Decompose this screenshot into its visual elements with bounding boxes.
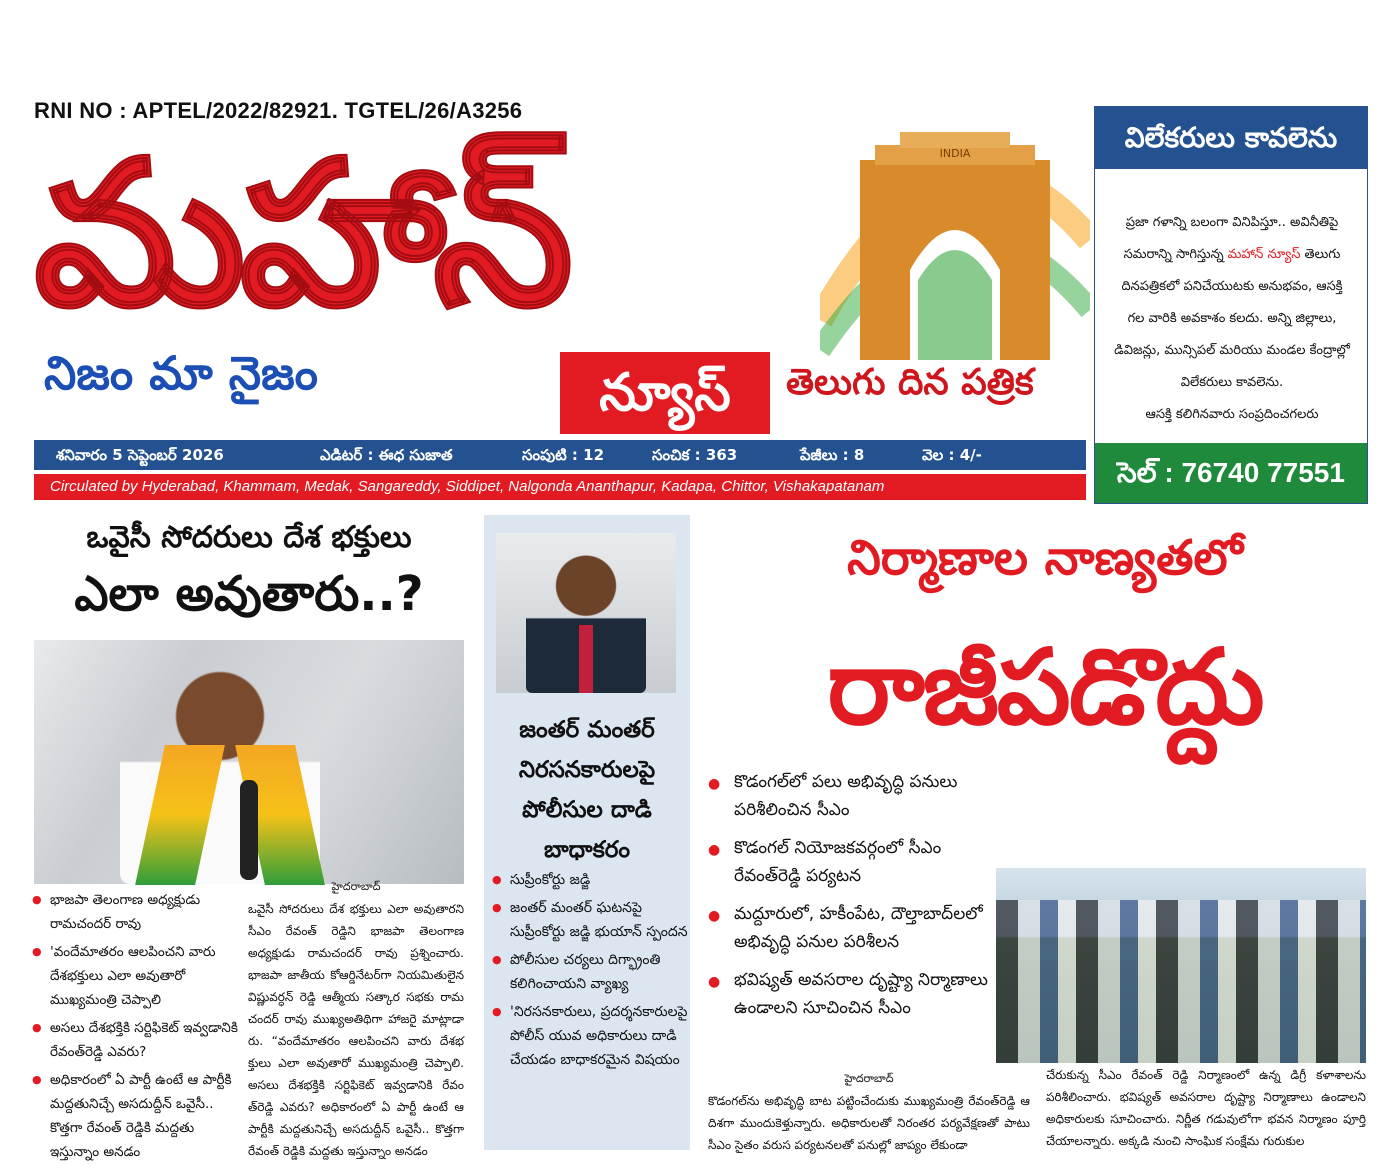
- left-headline-kicker: ఒవైసీ సోదరులు దేశ భక్తులు: [86, 520, 412, 555]
- list-item: ● భవిష్యత్ అవసరాల దృష్ట్యా నిర్మాణాలు ఉండాలని సూచించిన సీఎం: [708, 966, 1008, 1022]
- price: వెల : 4/-: [922, 446, 982, 464]
- list-item: ● అసలు దేశభక్తికి సర్టిఫికెట్ ఇవ్వడానికి రేవంత్‌రెడ్డి ఎవరు?: [32, 1016, 238, 1064]
- reporters-wanted-box: [1094, 106, 1368, 504]
- tagline: నిజం మా నైజం: [44, 346, 318, 400]
- middle-headline: జంతర్ మంతర్ నిరసనకారులపై పోలీసుల దాడి బాధాకరం: [518, 717, 656, 863]
- contact-cell-number: సెల్ : 76740 77551: [1095, 443, 1367, 503]
- left-story-bullets: [32, 888, 238, 1168]
- list-item: ● భాజపా తెలంగాణ అధ్యక్షుడు రామచందర్ రావు: [32, 888, 238, 936]
- list-item: ● కొడంగల్ నియోజకవర్గంలో సీఎం రేవంత్‌రెడ్డి పర్యటన: [708, 834, 1008, 890]
- list-item: ● కొడంగల్‌లో పలు అభివృద్ధి పనులు పరిశీలించిన సీఎం: [708, 768, 1008, 824]
- reporters-wanted-text: ప్రజా గళాన్ని బలంగా వినిపిస్తూ.. అవినీతిపై సమరాన్ని సాగిస్తున్న మహాన్ న్యూస్ తెలుగు దినపత్రికలో పనిచేయుటకు అనుభవం, ఆసక్తి గల వారికి అవకాశం కలదు. అన్ని జిల్లాలు, డివిజన్లు, మున్సిపల్ మరియు మండల కేంద్రాల్లో విలేకరులు కావలెను. ఆసక్తి కలిగినవారు సంప్రదించగలరు: [1114, 215, 1350, 422]
- editor-name: ఎడిటర్ : ఈధ సుజాత: [320, 446, 453, 464]
- right-story-body-left: హైదరాబాద్ కొడంగల్‌ను అభివృద్ధి బాట పట్టించేందుకు ముఖ్యమంత్రి రేవంత్‌రెడ్డి ఆ దిశగా ముందుకెళ్తున్నారు. అధికారులతో నిరంతర పర్యవేక్షణతో పాటు సీఎం సైతం వరుస పర్యటనలతో పనుల్లో జాప్యం లేకుండా: [708, 1068, 1030, 1156]
- right-story-body-right: చేరుకున్న సీఎం రేవంత్ రెడ్డి నిర్మాణంలో ఉన్న డిగ్రీ కళాశాలను పరిశీలించారు. భవిష్యత్ అవసరాల దృష్ట్యా నిర్మాణాలు ఉండాలని అధికారులకు సూచించారు. నిర్ణీత గడువులోగా భవన నిర్మాణం పూర్తి చేయాలన్నారు. అక్కడి నుంచి సాంఘిక సంక్షేమ గురుకుల: [1046, 1068, 1366, 1148]
- gate-label: INDIA: [939, 147, 971, 160]
- list-item: ● మద్దూరులో, హకీంపేట, దౌల్తాబాద్‌లలో అభివృద్ధి పనుల పరిశీలన: [708, 900, 1008, 956]
- reporters-wanted-heading: విలేకరులు కావలెను: [1095, 107, 1367, 169]
- page-count: పేజీలు : 8: [800, 446, 865, 464]
- list-item: ● సుప్రీంకోర్టు జడ్జి: [492, 868, 688, 892]
- left-dateline: హైదరాబాద్: [331, 880, 381, 893]
- middle-story-bullets: [492, 868, 688, 1076]
- right-dateline: హైదరాబాద్: [844, 1072, 894, 1085]
- tie-shape: [579, 625, 593, 693]
- issue-info-bar: [34, 440, 1086, 470]
- left-headline: ఎలా అవుతారు..?: [74, 566, 424, 622]
- newspaper-title: మహాన్: [34, 120, 568, 350]
- right-headline-kicker: నిర్మాణాల నాణ్యతలో: [847, 530, 1243, 586]
- volume-number: సంపుటి : 12: [522, 446, 605, 464]
- list-item: ● 'నిరసనకారులు, ప్రదర్శనకారులపై పోలీస్ యువ అధికారులు దాడి చేయడం బాధాకరమైన విషయం: [492, 1000, 688, 1072]
- list-item: ● పోలీసుల చర్యలు దిగ్భ్రాంతి కలిగించాయని వ్యాఖ్య: [492, 948, 688, 996]
- right-story-bullets: [708, 768, 1008, 1032]
- right-headline: రాజీపడొద్దు: [827, 626, 1263, 748]
- issue-number: సంచిక : 363: [652, 446, 738, 464]
- india-gate-illustration: [820, 120, 1090, 360]
- circulation-bar: Circulated by Hyderabad, Khammam, Medak, Sangareddy, Siddipet, Nalgonda Ananthapur, Kadapa, Chittor, Vishakapatanam: [34, 474, 1086, 500]
- list-item: ● అధికారంలో ఏ పార్టీ ఉంటే ఆ పార్టీకి మద్దతునిచ్చే అసదుద్దీన్ ఒవైసీ.. కొత్తగా రేవంత్ రెడ్డికి మద్దతు ఇస్తున్నాం అనడం: [32, 1068, 238, 1164]
- issue-date: శనివారం 5 సెప్టెంబర్ 2026: [56, 446, 224, 464]
- rni-number: RNI NO : APTEL/2022/82921. TGTEL/26/A3256: [34, 98, 523, 123]
- telugu-daily-label: తెలుగు దిన పత్రిక: [786, 362, 1034, 403]
- list-item: ● 'వందేమాతరం ఆలపించని వారు దేశభక్తులు ఎలా అవుతారో ముఖ్యమంత్రి చెప్పాలి: [32, 940, 238, 1012]
- list-item: ● జంతర్ మంతర్ ఘటనపై సుప్రీంకోర్టు జడ్జి భుయాన్ స్పందన: [492, 896, 688, 944]
- microphone-icon: [240, 780, 258, 880]
- news-word-badge: న్యూస్: [560, 352, 770, 434]
- crowd-figures: [996, 900, 1366, 1063]
- left-story-body: హైదరాబాద్ ఒవైసీ సోదరులు దేశ భక్తులు ఎలా అవుతారని సీఎం రేవంత్ రెడ్డిని భాజపా తెలంగాణ అధ్యక్షుడు రామచందర్ రావు ప్రశ్నించారు. భాజపా జాతీయ కోఆర్డినేటర్‌గా నియమితులైన విష్ణువర్ధన్ రెడ్డి ఆత్మీయ సత్కార సభకు రామ చందర్ రావు ముఖ్యఅతిథిగా హాజరై మాట్లాడా రు. “వందేమాతరం ఆలపించని వారు దేశభ క్తులు ఎలా అవుతారో ముఖ్యమంత్రి చెప్పాలి. అసలు దేశభక్తికి సర్టిఫికెట్ ఇవ్వడానికి రేవం త్‌రెడ్డి ఎవరు? అధికారంలో ఏ పార్టీ ఉంటే ఆ పార్టీకి మద్దతునిచ్చే అసదుద్దీన్ ఒవైసీ.. కొత్తగా రేవంత్ రెడ్డికి మద్దతు ఇస్తున్నాం అనడం: [248, 876, 464, 1162]
